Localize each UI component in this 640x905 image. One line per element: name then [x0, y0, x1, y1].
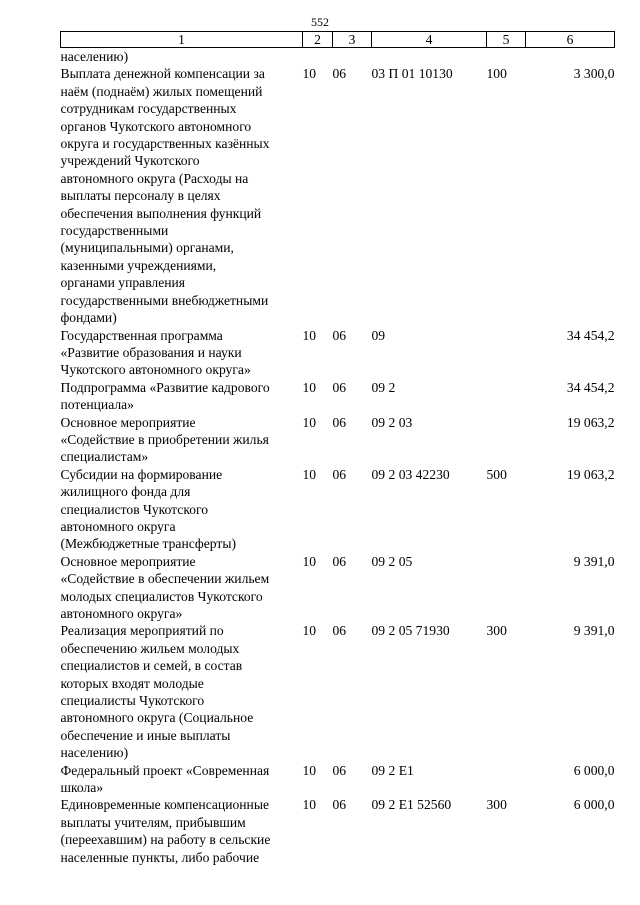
- row-section: 10: [302, 379, 317, 395]
- row-description: Реализация мероприятий по обеспечению жильем молодых специалистов и семей, в состав которых входят молодые специалисты Чукотского автономного округа (Социальное обеспечение и иные выплаты населению): [60, 623, 254, 761]
- table-row: [61, 48, 615, 66]
- row-subsection: 06: [332, 797, 347, 813]
- header-col-6: 6: [526, 32, 615, 48]
- row-description: Единовременные компенсационные выплаты учителям, прибывшим (переехавшим) на работу в сельские населенные пункты, либо рабочие: [60, 797, 271, 865]
- row-subsection: 06: [332, 623, 347, 639]
- row-description: Основное мероприятие «Содействие в приобретении жилья специалистам»: [60, 414, 269, 465]
- header-col-5: 5: [487, 32, 526, 48]
- row-section: 10: [302, 623, 317, 639]
- row-expense-type: [487, 379, 526, 414]
- row-amount: 34 454,2: [566, 379, 615, 395]
- row-target-code: 09: [371, 327, 386, 343]
- row-subsection: 06: [332, 327, 347, 343]
- row-description: Федеральный проект «Современная школа»: [60, 762, 270, 796]
- header-col-1: 1: [61, 32, 303, 48]
- row-target-code: 09 2: [371, 379, 396, 395]
- row-expense-type: 100: [486, 66, 507, 82]
- header-row: [61, 32, 615, 48]
- row-subsection: 06: [332, 466, 347, 482]
- page-number: 552: [311, 15, 329, 29]
- row-description: Выплата денежной компенсации за наём (поднаём) жилых помещений сотрудникам государственных органов Чукотского автономного округа и государственных казённых учреждений Чукотского автономного округа (Расходы на выплаты персоналу в целях обеспечения выполнения функций государственными (муниципальными) органами, казенными учреждениями, органами управления государственными внебюджетными фондами): [60, 66, 270, 326]
- row-amount: 19 063,2: [566, 466, 615, 482]
- row-target-code: 09 2 05: [371, 553, 413, 569]
- row-subsection: 06: [332, 414, 347, 430]
- row-amount: 9 391,0: [573, 623, 615, 639]
- row-amount: 9 391,0: [573, 553, 615, 569]
- budget-table: [60, 31, 615, 866]
- row-amount: 34 454,2: [566, 327, 615, 343]
- table-row: [61, 65, 615, 326]
- row-subsection: 06: [332, 66, 347, 82]
- row-subsection: 06: [332, 379, 347, 395]
- row-description: Субсидии на формирование жилищного фонда для специалистов Чукотского автономного округа (Межбюджетные трансферты): [60, 466, 236, 552]
- row-section: 10: [302, 553, 317, 569]
- row-target-code: 09 2 05 71930: [371, 623, 450, 639]
- table-row: [61, 796, 615, 866]
- header-col-2: 2: [303, 32, 333, 48]
- row-section: 10: [302, 66, 317, 82]
- table-row: [61, 622, 615, 761]
- row-target-code: 03 П 01 10130: [371, 66, 453, 82]
- row-target-code: 09 2 03 42230: [371, 466, 450, 482]
- row-subsection: [333, 48, 372, 66]
- row-expense-type: [487, 48, 526, 66]
- row-target-code: 09 2 E1: [371, 762, 414, 778]
- table-row: [61, 414, 615, 466]
- row-description: Основное мероприятие «Содействие в обеспечении жильем молодых специалистов Чукотского автономного округа»: [60, 553, 270, 621]
- table-row: [61, 553, 615, 623]
- row-description: Государственная программа «Развитие образования и науки Чукотского автономного округа»: [60, 327, 251, 378]
- row-subsection: 06: [332, 553, 347, 569]
- row-amount: 6 000,0: [573, 762, 615, 778]
- table-row: [61, 466, 615, 553]
- row-expense-type: [487, 762, 526, 797]
- row-subsection: 06: [332, 762, 347, 778]
- row-description: Подпрограмма «Развитие кадрового потенциала»: [60, 379, 270, 413]
- table-row: [61, 327, 615, 379]
- row-amount: 6 000,0: [573, 797, 615, 813]
- row-amount: 19 063,2: [566, 414, 615, 430]
- row-expense-type: 300: [486, 623, 507, 639]
- row-description: населению): [60, 49, 129, 64]
- row-section: 10: [302, 797, 317, 813]
- row-section: 10: [302, 466, 317, 482]
- row-amount: 3 300,0: [573, 66, 615, 82]
- row-section: 10: [302, 762, 317, 778]
- row-expense-type: 500: [486, 466, 507, 482]
- row-target-code: [372, 48, 487, 66]
- row-target-code: 09 2 03: [371, 414, 413, 430]
- row-section: 10: [302, 414, 317, 430]
- table-header: [61, 32, 615, 48]
- row-expense-type: 300: [486, 797, 507, 813]
- table-body: [61, 48, 615, 867]
- row-amount: [526, 48, 615, 66]
- row-section: [303, 48, 333, 66]
- row-expense-type: [487, 327, 526, 379]
- row-target-code: 09 2 E1 52560: [371, 797, 452, 813]
- header-col-3: 3: [333, 32, 372, 48]
- row-expense-type: [487, 414, 526, 466]
- header-col-4: 4: [372, 32, 487, 48]
- row-section: 10: [302, 327, 317, 343]
- row-expense-type: [487, 553, 526, 623]
- table-row: [61, 379, 615, 414]
- table-row: [61, 762, 615, 797]
